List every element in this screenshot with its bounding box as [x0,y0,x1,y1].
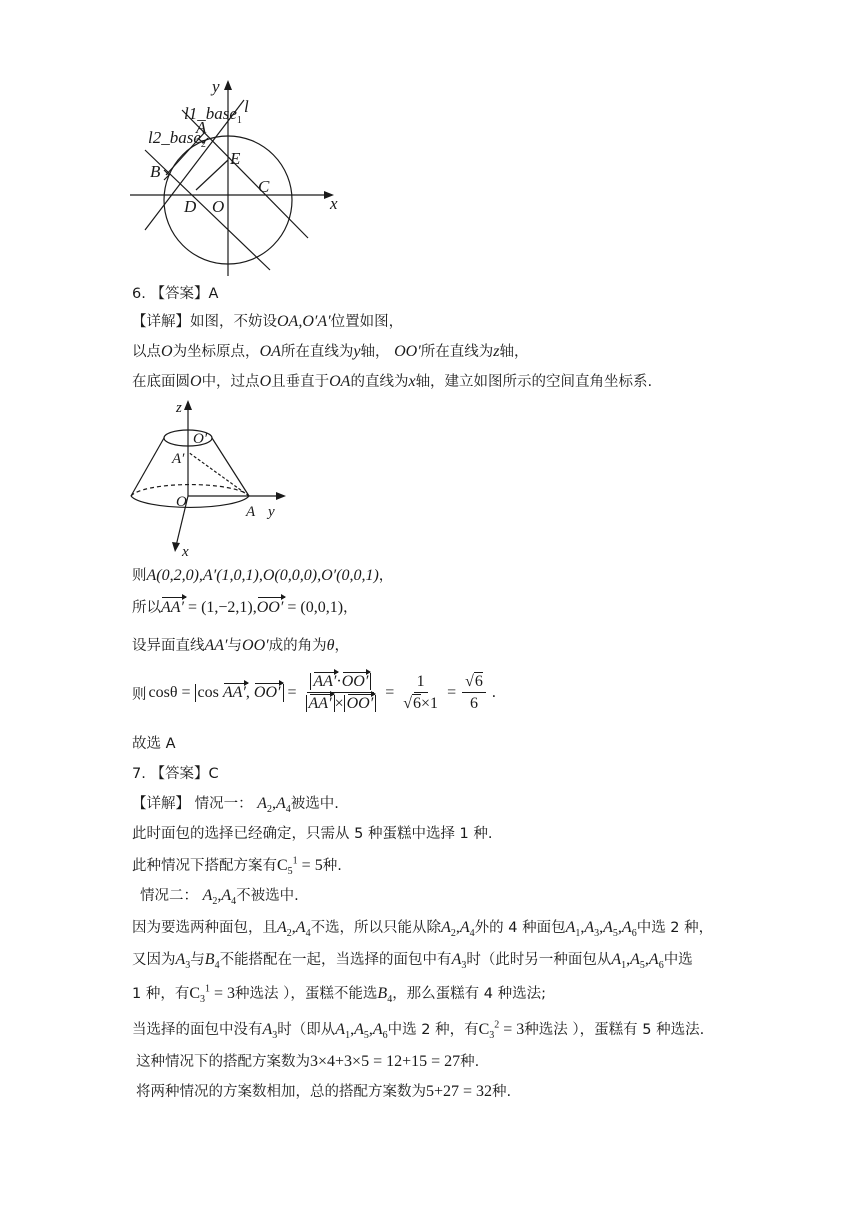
label-O-3d: O [176,494,187,510]
figure-coordinate-circle [0,0,860,280]
label-C: C [258,177,270,196]
label-E: E [230,149,241,168]
label-y-3d: y [268,504,275,520]
vector-AAprime: AA′ [161,599,185,616]
q7-line-6: 又因为$A_3$与$B_4$不能搭配在一起，当选择的面包中有$A_3$时（此时另一种面包从$A_1,A_5,A_6$中选 [132,951,693,972]
z-axis-arrow [184,400,192,410]
q7-number: 7. [132,766,146,782]
cos-fraction-3: $\frac{√6}{6}$ [462,673,486,713]
cos-fraction-1: $\frac{AA'\cdot OO'}{AA' \times OO'}$ [303,673,380,713]
label-z: z [176,400,182,416]
bottom-ellipse-back [131,485,249,496]
q7-line-7: 1 种，有$C_3^1 = 3$种选法 ），蛋糕不能选$B_4$，那么蛋糕有 4 种选法; [132,983,547,1006]
bottom-ellipse-front [131,496,249,507]
q7-case2-line: 情况二： $A_2,A_4$不被选中. [140,887,299,908]
q7-detail-tag: 【详解】 [132,796,190,812]
y-axis-3d-arrow [276,492,286,500]
q6-coords: A(0,2,0),A′(1,0,1),O(0,0,0),O′(0,0,1) [146,567,379,584]
label-x-3d: x [182,544,189,560]
label-l2: l2_base$_2$ [148,128,206,150]
cos-fraction-2: $\frac{1}{√6\times 1}$ [403,673,439,712]
label-B: B [150,162,161,181]
vector-OOprime: OO′ [256,599,284,616]
q7-answer-tag: 【答案】C [150,766,219,782]
q6-conclusion: 故选 A [132,736,176,752]
q6-cos-line: 则 cosθ = cos AA′, OO′ = $\frac{AA'\cdot OO'}{AA' \times OO'}$ = $\frac{1}{√6\times 1}$ = $\frac{√6}{6}$ . [132,673,496,712]
label-x: x [330,194,338,213]
side-right [212,438,249,496]
q6-vector-line: 所以AA′ = (1,−2,1),OO′ = (0,0,1)， [132,599,358,616]
q6-detail-tag: 【详解】 [132,314,190,330]
q6-detail-line-1: 【详解】如图，不妨设OA,O′A′位置如图， [132,313,404,330]
q7-answer-line [132,764,219,784]
q7-line-2: 此时面包的选择已经确定，只需从 5 种蛋糕中选择 1 种. [132,826,493,842]
label-A: A [196,118,207,137]
q7-case1-line: 【详解】 情况一： $A_2,A_4$被选中. [132,795,339,816]
q6-detail-line-2: 以点O为坐标原点，OA所在直线为y轴， OO′所在直线为z轴， [132,343,529,360]
label-A-3d: A [246,504,256,520]
q6-answer-line [132,284,218,304]
q6-angle-line: 设异面直线AA′与OO′成的角为θ， [132,637,350,654]
q7-line-10: 将两种情况的方案数相加，总的搭配方案数为5+27 = 32种. [136,1083,512,1100]
side-left [131,438,164,496]
q7-line-8: 当选择的面包中没有$A_3$时（即从$A_1,A_5,A_6$中选 2 种，有$C_3^2 = 3$种选法 ），蛋糕有 5 种选法. [132,1019,705,1042]
figure-frustum [0,400,860,560]
cos-abs-expression: cos AA′, OO′ [195,684,284,702]
label-Aprime: A′ [172,451,185,467]
segment-AAprime [188,452,249,496]
label-l1: l1_base$_1$ [184,104,242,126]
q6-coords-line: 则A(0,2,0),A′(1,0,1),O(0,0,0),O′(0,0,1)， [132,567,394,584]
q6-number: 6. [132,286,146,302]
label-y: y [212,77,220,96]
segment-DE [196,160,228,190]
label-O: O [212,197,225,216]
y-axis-arrow [224,80,232,90]
x-axis-3d-arrow [172,542,180,552]
q7-line-5: 因为要选两种面包，且$A_2,A_4$不选，所以只能从除$A_2,A_4$外的 4 种面包$A_1,A_3,A_5,A_6$中选 2 种， [132,919,714,940]
q6-answer-tag: 【答案】A [150,286,219,302]
q7-line-9: 这种情况下的搭配方案数为3×4+3×5 = 12+15 = 27种. [136,1053,480,1070]
q6-detail-line-3: 在底面圆O中，过点O且垂直于OA的直线为x轴，建立如图所示的空间直角坐标系. [132,373,653,390]
label-l: l [244,97,249,116]
label-Oprime: O′ [193,431,208,447]
q7-line-3: 此种情况下搭配方案有$C_5^1 = 5$种. [132,855,342,878]
line-l2 [145,150,270,270]
label-D: D [184,197,197,216]
